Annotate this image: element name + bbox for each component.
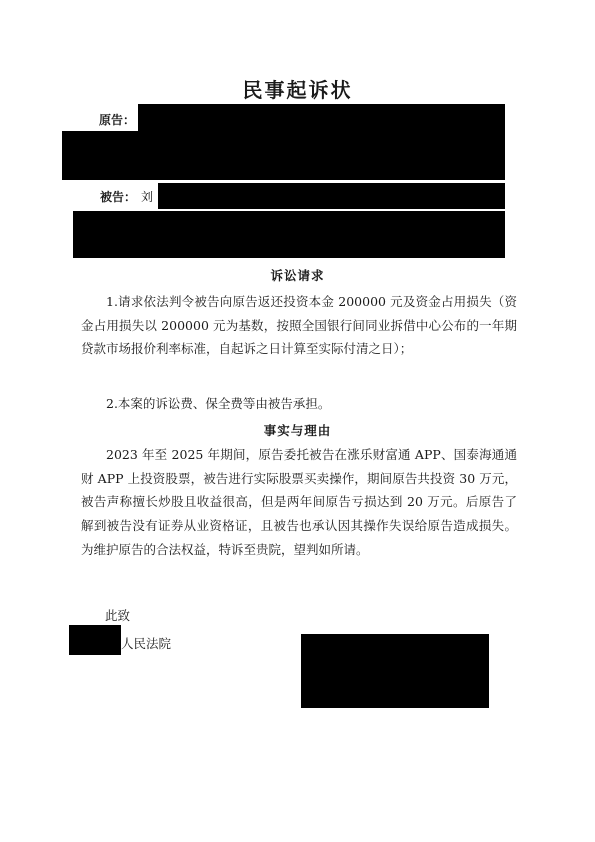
defendant-name-partial: 刘 bbox=[141, 190, 154, 204]
defendant-details-redaction bbox=[73, 211, 505, 258]
claim-item: 2.本案的诉讼费、保全费等由被告承担。 bbox=[106, 396, 331, 411]
plaintiff-label: 原告： bbox=[99, 113, 136, 127]
claim-item: 1.请求依法判令被告向原告返还投资本金 200000 元及资金占用损失（资金占用损失以 200000 元为基数，按照全国银行间同业拆借中心公布的一年期贷款市场报价利率标准，自起诉之日计算至实际付清之日）； bbox=[81, 294, 517, 357]
plaintiff-details-redaction bbox=[62, 131, 505, 180]
defendant-label: 被告： bbox=[100, 190, 137, 204]
facts-heading: 事实与理由 bbox=[263, 423, 332, 438]
claims-heading: 诉讼请求 bbox=[270, 268, 325, 283]
defendant-redaction bbox=[158, 183, 505, 209]
plaintiff-redaction bbox=[138, 104, 505, 131]
court-name-redaction bbox=[69, 625, 121, 655]
document-title: 民事起诉状 bbox=[242, 78, 353, 102]
closing-salutation: 此致 bbox=[105, 608, 131, 623]
signature-redaction bbox=[301, 634, 489, 708]
facts-body: 2023 年至 2025 年期间，原告委托被告在涨乐财富通 APP、国泰海通通财 APP 上投资股票，被告进行实际股票买卖操作，期间原告共投资 30 万元，被告声称擅长炒股且收益很高，但是两年间原告亏损达到 20 万元。后原告了解到被告没有证券从业资格证，且被告也承认因其操作失误给原告造成损失。为维护原告的合法权益，特诉至贵院，望判如所请。 bbox=[81, 447, 517, 557]
court-suffix: 人民法院 bbox=[121, 636, 172, 651]
